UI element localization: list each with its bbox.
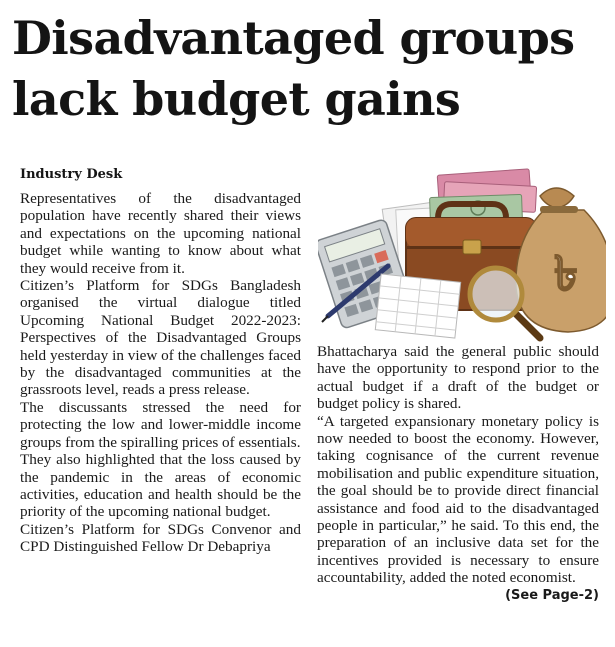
article-column-right: [317, 343, 599, 604]
see-page-reference: (See Page-2): [505, 587, 599, 603]
article-paragraph: Bhattacharya said the general public should have the opportunity to respond prior to the actual budget if a draft of the budget or budget policy is shared.: [317, 343, 599, 413]
article-paragraph: Citizen’s Platform for SDGs Convenor and CPD Distinguished Fellow Dr Debapriya: [20, 520, 301, 556]
article-paragraph: Representatives of the disadvantaged population have recently shared their views and expectations on the upcoming national budget while wanting to know about what they would receive from it.: [20, 190, 301, 277]
article-paragraph: They also highlighted that the loss caused by the pandemic in the areas of economic activities, education and health should be the priority of the upcoming national budget.: [20, 451, 301, 521]
currency-symbol: ৳: [554, 246, 578, 302]
article-column-left: [20, 190, 301, 556]
article-paragraph: Citizen’s Platform for SDGs Bangladesh organised the virtual dialogue titled Upcoming National Budget 2022-2023: Perspectives of the Disadvantaged Groups held yesterday in view of the challenges faced by the disadvantaged communities at the grassroots level, reads a press release.: [20, 277, 301, 399]
article-paragraph: The discussants stressed the need for protecting the low and lower-middle income groups from the spiralling prices of essentials.: [20, 398, 301, 451]
article-paragraph: [317, 412, 599, 603]
banknotes-icon: [430, 169, 537, 224]
documents-icon: [375, 274, 460, 338]
article-paragraph-text: “A targeted expansionary monetary policy is now needed to boost the economy. However, taking cognisance of the current revenue mobilisation and public expenditure situation, the goal should be to provide direct financial assistance and food aid to the disadvantaged people in particular,” he said. To this end, the preparation of an inclusive data set for the incentives provided is necessary to ensure accountability, added the noted economist.: [317, 412, 599, 587]
article-byline: Industry Desk: [20, 167, 123, 182]
budget-illustration: [318, 166, 606, 342]
article-headline: Disadvantaged groups lack budget gains: [12, 11, 575, 126]
